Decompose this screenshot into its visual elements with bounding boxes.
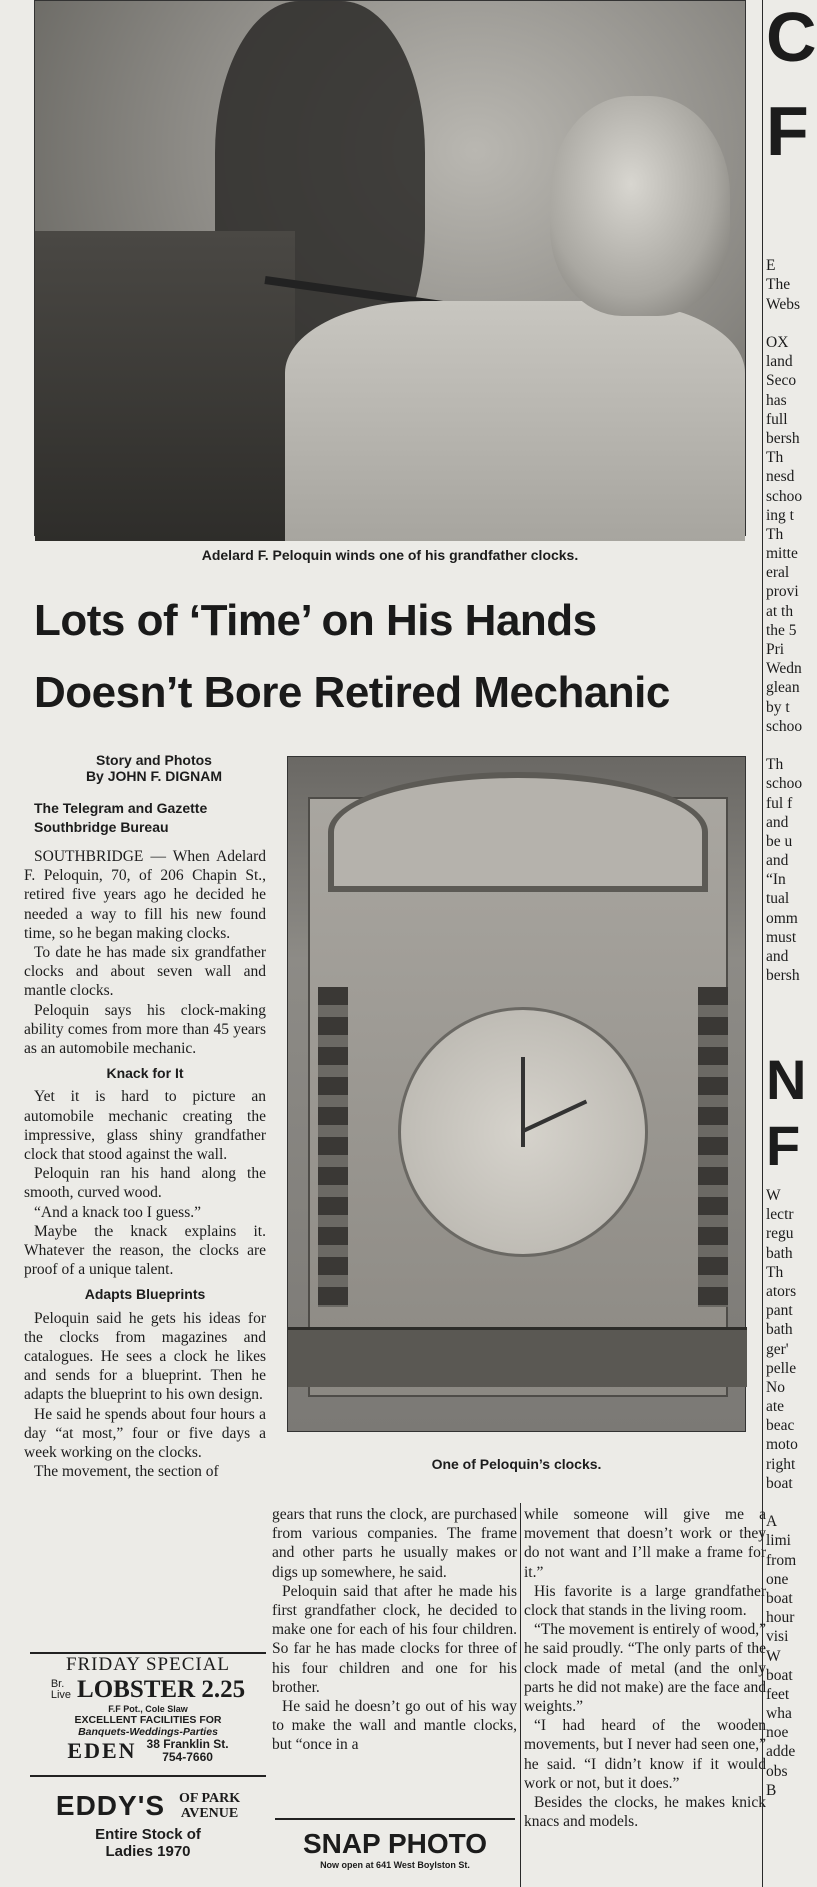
paragraph: gears that runs the clock, are purchased from various companies. The frame and other parts he usually makes or digs up somewhere, he said. <box>272 1506 517 1581</box>
ad-eddys <box>30 1790 266 1887</box>
edge-line: right <box>766 1455 796 1473</box>
edge-column-fragment-2 <box>766 1186 800 1800</box>
edge-line: Th <box>766 525 784 543</box>
edge-line: B <box>766 1781 777 1799</box>
edge-line: Wedn <box>766 660 802 678</box>
edge-line: feet <box>766 1685 790 1703</box>
edge-line: beac <box>766 1417 795 1435</box>
edge-line: schoo <box>766 487 803 505</box>
edge-line: regu <box>766 1225 794 1243</box>
paragraph: “The movement is entirely of wood,” he said proudly. “The only parts of the clock made of metal (and the only parts he did not make) are the face and weights.” <box>524 1621 766 1716</box>
edge-line: pant <box>766 1302 793 1320</box>
subhead-blueprints: Adapts Blueprints <box>84 1286 206 1303</box>
edge-line: Pri <box>766 641 785 658</box>
ad-eden-address: 38 Franklin St. <box>146 1737 229 1751</box>
edge-line <box>766 122 800 141</box>
paragraph: Peloquin said that after he made his first grandfather clock, he decided to make one for each of his four children. So far he has made clocks for three of his four children and one for his brother. <box>272 1582 517 1696</box>
ad-eden-item: LOBSTER 2.25 <box>77 1676 246 1703</box>
article-column-2 <box>272 1505 517 1755</box>
edge-line: Th <box>766 756 784 774</box>
edge-line: obs <box>766 1762 788 1780</box>
edge-line: mitte <box>766 545 798 563</box>
ad-eden-phone: 754-7660 <box>162 1750 213 1764</box>
edge-line: E <box>766 257 776 275</box>
edge-line <box>766 218 800 237</box>
headline-line1: Lots of ‘Time’ on His Hands <box>34 596 597 645</box>
edge-line <box>766 736 800 755</box>
edge-line: W <box>766 1647 781 1665</box>
edge-line: from <box>766 1551 797 1569</box>
edge-line: at th <box>766 602 794 620</box>
paragraph: Peloquin said he gets his ideas for the clocks from magazines and catalogues. He sees a clock he likes and sends for a blueprint. Then he adapts the blueprint to his own design. <box>24 1309 266 1404</box>
edge-line <box>766 45 800 64</box>
bureau-line2: Southbridge Bureau <box>34 819 169 835</box>
edge-line: has <box>766 391 787 409</box>
byline-story: Story and Photos <box>96 752 212 768</box>
edge-line: A <box>766 1513 778 1531</box>
byline <box>34 752 274 784</box>
ad-eden-sides: F.F Pot., Cole Slaw <box>108 1704 188 1714</box>
edge-line: land <box>766 353 793 371</box>
ad-snap-name: SNAP PHOTO <box>302 1828 488 1859</box>
edge-line <box>766 237 800 256</box>
photo-grandfather-clock <box>287 756 746 1432</box>
edge-line <box>766 64 800 83</box>
paragraph: His favorite is a large grandfather clock that stands in the living room. <box>524 1582 766 1620</box>
edge-line: glean <box>766 679 800 697</box>
paragraph: “I had heard of the wooden movements, but I never had seen one,” he said. “I didn’t know if it would work or not, but it does.” <box>524 1717 766 1792</box>
edge-line: ful f <box>766 794 793 812</box>
edge-line: eral <box>766 564 790 582</box>
edge-line <box>766 26 800 45</box>
ad-eden-live: Live <box>50 1689 72 1701</box>
edge-line: and <box>766 852 789 870</box>
edge-line: one <box>766 1570 789 1588</box>
paragraph: Peloquin says his clock-making ability comes from more than 45 years as an automobile mechanic. <box>24 1001 266 1058</box>
edge-line: nesd <box>766 468 795 486</box>
paragraph: The movement, the section of <box>34 1463 219 1481</box>
edge-line: and <box>766 948 789 965</box>
paragraph: To date he has made six grandfather clocks and about seven wall and mantle clocks. <box>24 944 266 1000</box>
paragraph: while someone will give me a movement that doesn’t work or they do not want and I’ll make a frame for it.” <box>524 1506 766 1581</box>
ad-eddys-avenue: AVENUE <box>180 1806 239 1821</box>
bureau-credit <box>34 799 274 837</box>
article-column-1 <box>24 847 266 1482</box>
edge-line: Th <box>766 449 784 467</box>
edge-line: pelle <box>766 1359 797 1377</box>
edge-line <box>766 84 800 103</box>
edge-line: bath <box>766 1244 793 1262</box>
edge-line: No <box>766 1378 785 1396</box>
edge-line: adde <box>766 1743 796 1761</box>
edge-line: tual <box>766 890 790 908</box>
edge-line: moto <box>766 1436 798 1454</box>
paragraph: Besides the clocks, he makes knick knacs and models. <box>524 1794 766 1831</box>
edge-line <box>766 103 800 122</box>
edge-line: boat <box>766 1474 793 1492</box>
bureau-line1: The Telegram and Gazette <box>34 800 208 816</box>
edge-big-letter: F <box>766 92 809 170</box>
edge-line <box>766 141 800 160</box>
ad-eden-events: Banquets-Weddings-Parties <box>78 1726 218 1738</box>
edge-line: Webs <box>766 295 801 313</box>
edge-line: OX <box>766 334 789 351</box>
edge-line: visi <box>766 1628 789 1646</box>
edge-line: omm <box>766 909 798 927</box>
edge-line: lectr <box>766 1206 794 1224</box>
edge-line <box>766 1493 800 1512</box>
paragraph: He said he doesn’t go out of his way to make the wall and mantle clocks, but “once in a <box>272 1698 517 1754</box>
edge-line: ate <box>766 1398 785 1416</box>
edge-line <box>766 314 800 333</box>
photo-caption-top: Adelard F. Peloquin winds one of his grandfather clocks. <box>201 547 579 563</box>
paragraph: Yet it is hard to picture an automobile mechanic creating the impressive, glass shiny grandfather clock that stood against the wall. <box>24 1088 266 1164</box>
subhead-knack: Knack for It <box>106 1065 184 1082</box>
edge-line: Th <box>766 1263 784 1281</box>
edge-line: and <box>766 813 789 831</box>
paragraph: Maybe the knack explains it. Whatever the reason, the clocks are proof of a unique talent. <box>24 1222 266 1279</box>
edge-big-letter: N <box>766 1048 807 1111</box>
ad-eden-facilities: EXCELLENT FACILITIES FOR <box>74 1714 222 1726</box>
ad-eddys-of: OF PARK <box>179 1791 241 1806</box>
edge-line <box>766 160 800 179</box>
ad-snap-sub: Now open at 641 West Boylston St. <box>320 1860 470 1870</box>
edge-line: provi <box>766 583 799 601</box>
edge-line: ing t <box>766 506 794 524</box>
edge-line: “In <box>766 871 786 889</box>
edge-line: boat <box>766 1589 793 1607</box>
edge-line: ators <box>766 1282 797 1300</box>
ad-eddys-line: Entire Stock of <box>95 1826 201 1843</box>
edge-line: The <box>766 276 791 294</box>
ad-eden-br: Br. <box>50 1678 65 1690</box>
ad-snap-photo <box>275 1818 515 1887</box>
edge-line: be u <box>766 832 793 850</box>
edge-big-letter: C <box>766 0 817 76</box>
edge-line: hour <box>766 1609 795 1627</box>
ad-eden-name: EDEN <box>67 1738 137 1763</box>
edge-column-fragment-1 <box>766 26 809 985</box>
ad-eddys-line2: Ladies 1970 <box>105 1843 191 1860</box>
edge-line: Seco <box>766 372 797 390</box>
photo-peloquin-winding-clock <box>34 0 746 536</box>
edge-line: schoo <box>766 717 803 735</box>
edge-line: must <box>766 928 797 946</box>
edge-line <box>766 199 800 218</box>
edge-line: ger' <box>766 1340 789 1358</box>
edge-line: noe <box>766 1724 789 1742</box>
edge-line: bersh <box>766 429 800 447</box>
edge-line: bersh <box>766 967 800 985</box>
column-rule <box>520 1503 521 1887</box>
edge-big-letter: F <box>766 1114 801 1177</box>
paragraph: SOUTHBRIDGE — When Adelard F. Peloquin, 70, of 206 Chapin St., retired five years ago he decided he needed a way to fill his new found time, so he began making clocks. <box>24 848 266 942</box>
paragraph: He said he spends about four hours a day “at most,” four or five days a week working on the clocks. <box>24 1405 266 1462</box>
paragraph: Peloquin ran his hand along the smooth, curved wood. <box>24 1165 266 1202</box>
edge-line: full <box>766 410 788 428</box>
ad-eden-title: FRIDAY SPECIAL <box>65 1654 231 1675</box>
ad-eden-friday-special <box>30 1652 266 1777</box>
edge-line: W <box>766 1187 781 1204</box>
paragraph: “And a knack too I guess.” <box>34 1203 202 1221</box>
edge-line: by t <box>766 698 790 716</box>
photo-caption-clock: One of Peloquin’s clocks. <box>431 1456 602 1472</box>
edge-line: the 5 <box>766 621 797 639</box>
article-column-3 <box>524 1505 766 1831</box>
edge-line <box>766 180 800 199</box>
edge-line: schoo <box>766 775 803 793</box>
edge-line: limi <box>766 1532 791 1550</box>
edge-line: wha <box>766 1705 792 1723</box>
ad-eddys-name: EDDY'S <box>55 1790 166 1821</box>
edge-line: bath <box>766 1321 793 1339</box>
byline-author: By JOHN F. DIGNAM <box>85 768 223 784</box>
headline-line2: Doesn’t Bore Retired Mechanic <box>34 668 670 717</box>
edge-line: boat <box>766 1666 793 1684</box>
